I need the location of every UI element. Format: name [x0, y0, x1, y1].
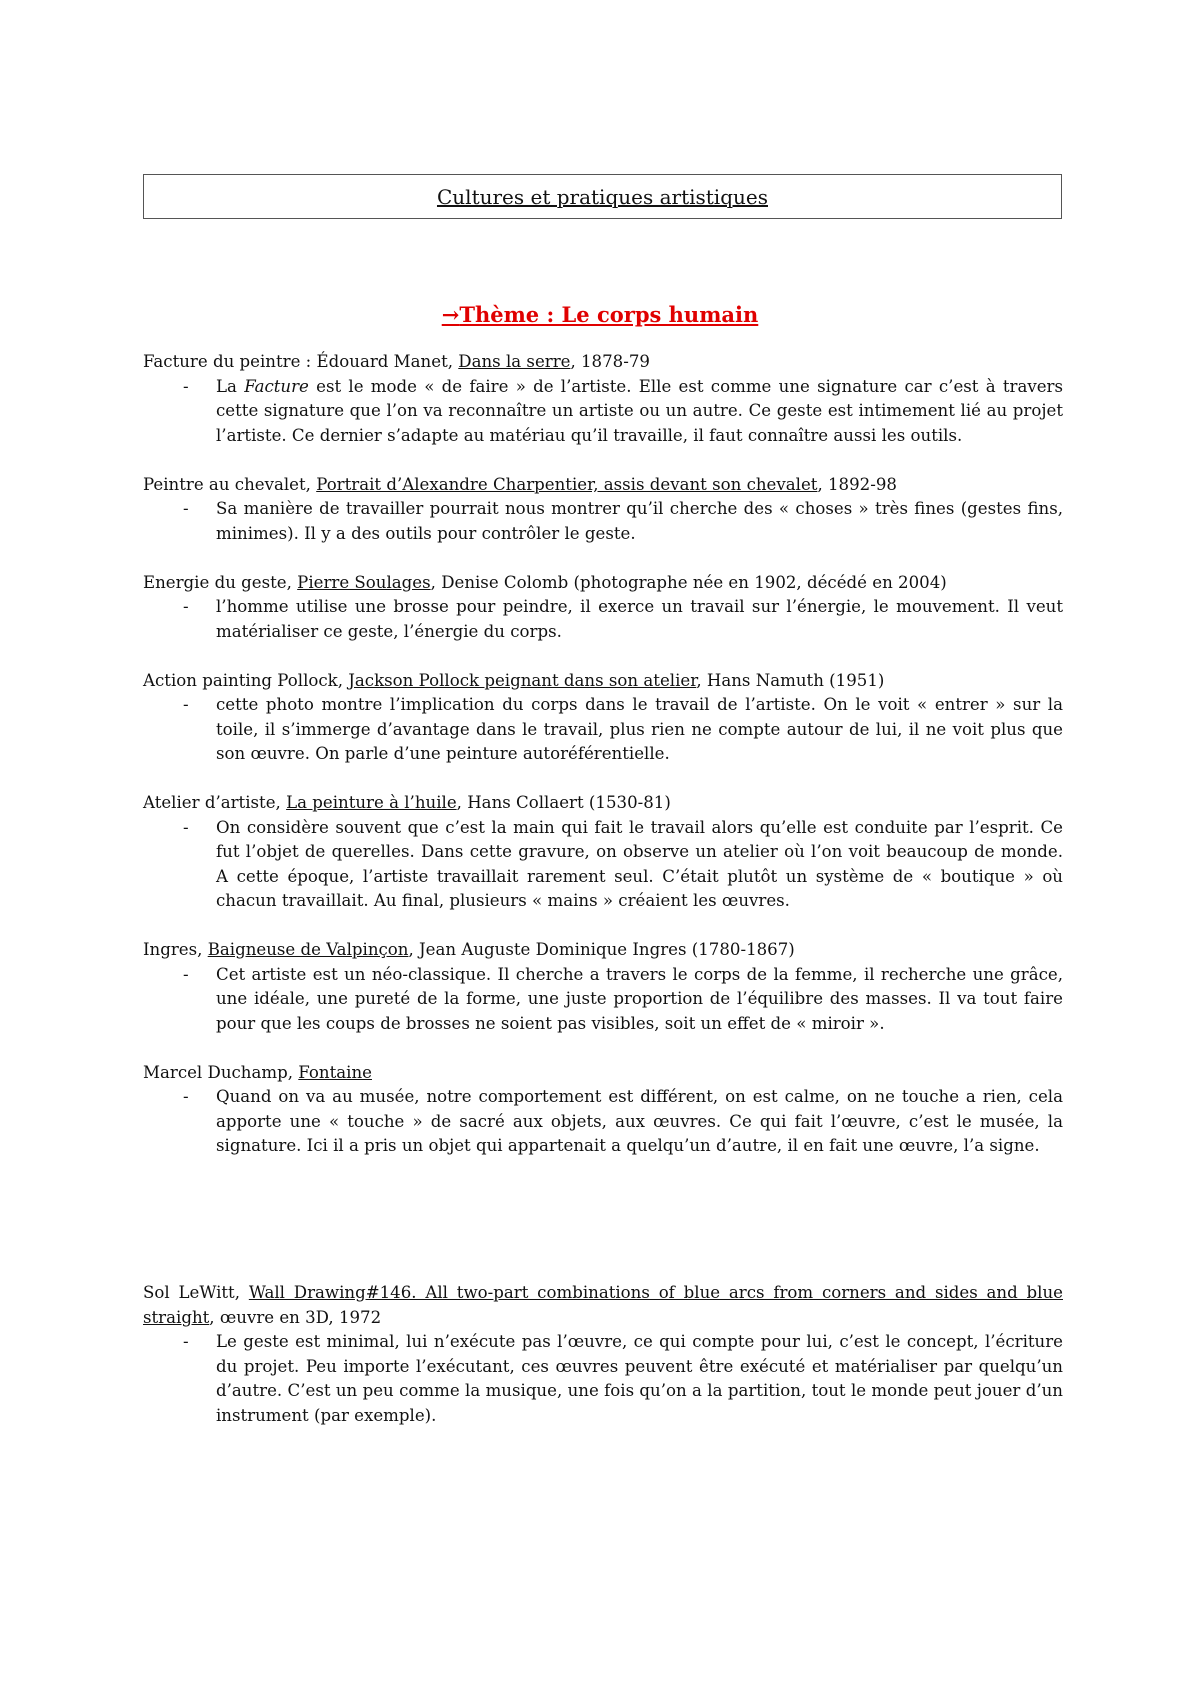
section-lewitt	[143, 1281, 1063, 1428]
bullet-dash: -	[183, 376, 189, 396]
artwork-title: Wall Drawing#146. All two-part combinations of blue arcs from corners and sides and blue straight	[143, 1283, 1063, 1327]
item-text: Le geste est minimal, lui n’exécute pas l’œuvre, ce qui compte pour lui, c’est le concept, l’écriture du projet. Peu importe l’exécutant, ces œuvres peuvent être exécuté et matérialiser par quelqu’un d’autre. C’est un peu comme la musique, une fois qu’on a la partition, tout le monde peut jouer d’un instrument (par exemple).	[216, 1332, 1063, 1425]
heading-suffix: , œuvre en 3D, 1972	[209, 1307, 382, 1327]
bullet-dash: -	[183, 964, 189, 984]
section-heading	[143, 669, 1063, 694]
bullet-dash: -	[183, 1332, 189, 1351]
bullet-dash: -	[183, 1087, 189, 1106]
arrow-icon: →	[441, 302, 460, 327]
artwork-title: Portrait d’Alexandre Charpentier, assis devant son chevalet	[316, 474, 818, 494]
list-item	[143, 497, 1063, 546]
heading-text: Ingres,	[143, 940, 208, 959]
section-collaert	[143, 791, 1063, 914]
artwork-title: Baigneuse de Valpinçon	[207, 940, 409, 959]
artwork-title: Pierre Soulages	[297, 572, 431, 592]
section-manet	[143, 350, 1063, 448]
list-item	[143, 1085, 1063, 1159]
section-heading	[143, 1281, 1063, 1330]
section-heading	[143, 571, 1063, 596]
item-text: l’homme utilise une brosse pour peindre, il exerce un travail sur l’énergie, le mouvement. Il veut matérialiser ce geste, l’énergie du corps.	[216, 597, 1063, 641]
artwork-title: Jackson Pollock peignant dans son atelier	[348, 670, 697, 690]
item-text-end: est le mode « de faire » de l’artiste. Elle est comme une signature car c’est à travers cette signature que l’on va reconnaître un artiste ou un autre. Ce geste est intimement lié au projet l’artiste. Ce dernier s’adapte au matériau qu’il travaille, il faut connaître aussi les outils.	[216, 376, 1063, 445]
heading-suffix: , Jean Auguste Dominique Ingres (1780-1867)	[408, 940, 795, 959]
section-charpentier	[143, 473, 1063, 547]
page-title: Cultures et pratiques artistiques	[436, 184, 768, 209]
item-text: cette photo montre l’implication du corps dans le travail de l’artiste. On le voit « entrer » sur la toile, il s’immerge d’avantage dans le travail, plus rien ne compte autour de lui, il ne voit plus que son œuvre. On parle d’une peinture autoréférentielle.	[216, 695, 1063, 763]
item-text-italic: Facture	[244, 376, 309, 396]
item-text: Sa manière de travailler pourrait nous montrer qu’il cherche des « choses » très fines (gestes fins, minimes). Il y a des outils pour contrôler le geste.	[216, 499, 1063, 543]
heading-text: Sol LeWitt,	[143, 1283, 249, 1302]
heading-suffix: , Denise Colomb (photographe née en 1902, décédé en 2004)	[430, 572, 947, 592]
list-item	[143, 1330, 1063, 1428]
list-item	[143, 816, 1063, 914]
section-heading	[143, 938, 1063, 963]
theme-label: Thème : Le corps humain	[459, 302, 759, 327]
title-box	[143, 174, 1062, 219]
heading-text: Peintre au chevalet,	[143, 474, 317, 494]
bullet-dash: -	[183, 817, 189, 837]
heading-suffix: , Hans Namuth (1951)	[696, 670, 885, 690]
item-text: On considère souvent que c’est la main qui fait le travail alors qu’elle est conduite par l’esprit. Ce fut l’objet de querelles. Dans cette gravure, on observe un atelier où l’on voit beaucoup de monde. A cette époque, l’artiste travaillait rarement seul. C’était plutôt un système de « boutique » où chacun travaillait. Au final, plusieurs « mains » créaient les œuvres.	[216, 817, 1063, 910]
section-pollock	[143, 669, 1063, 767]
bullet-dash: -	[183, 597, 189, 616]
section-soulages	[143, 571, 1063, 645]
section-heading	[143, 1061, 1063, 1086]
item-text: Quand on va au musée, notre comportement est différent, on est calme, on ne touche a rien, cela apporte une « touche » de sacré aux objets, aux œuvres. Ce qui fait l’œuvre, c’est le musée, la signature. Ici il a pris un objet qui appartenait a quelqu’un d’autre, il en fait une œuvre, l’a signe.	[216, 1087, 1063, 1155]
theme-heading	[0, 302, 1200, 327]
section-heading	[143, 473, 1063, 498]
heading-suffix: , 1878-79	[570, 352, 650, 371]
item-text: Cet artiste est un néo-classique. Il cherche a travers le corps de la femme, il recherche une grâce, une idéale, une pureté de la forme, une juste proportion de l’équilibre des masses. Il va tout faire pour que les coups de brosses ne soient pas visibles, soit un effet de « miroir ».	[216, 964, 1063, 1033]
document-body	[143, 350, 1063, 1453]
heading-text: Action painting Pollock,	[143, 670, 349, 690]
heading-suffix: , 1892-98	[817, 474, 897, 494]
bullet-dash: -	[183, 695, 189, 714]
section-heading	[143, 350, 1063, 375]
list-item	[143, 693, 1063, 767]
bullet-dash: -	[183, 499, 189, 518]
section-heading	[143, 791, 1063, 816]
artwork-title: La peinture à l’huile	[286, 793, 457, 812]
heading-text: Facture du peintre : Édouard Manet,	[143, 352, 459, 371]
section-ingres	[143, 938, 1063, 1036]
section-duchamp	[143, 1061, 1063, 1159]
list-item	[143, 595, 1063, 644]
heading-text: Energie du geste,	[143, 572, 298, 592]
blank-space	[143, 1183, 1063, 1281]
heading-text: Marcel Duchamp,	[143, 1062, 299, 1082]
list-item	[143, 963, 1063, 1037]
heading-text: Atelier d’artiste,	[143, 793, 287, 812]
item-text	[216, 375, 1063, 449]
heading-suffix: , Hans Collaert (1530-81)	[456, 793, 671, 812]
item-text-start: La	[216, 376, 245, 396]
artwork-title: Dans la serre	[458, 352, 571, 371]
artwork-title: Fontaine	[298, 1062, 372, 1082]
list-item	[143, 375, 1063, 449]
